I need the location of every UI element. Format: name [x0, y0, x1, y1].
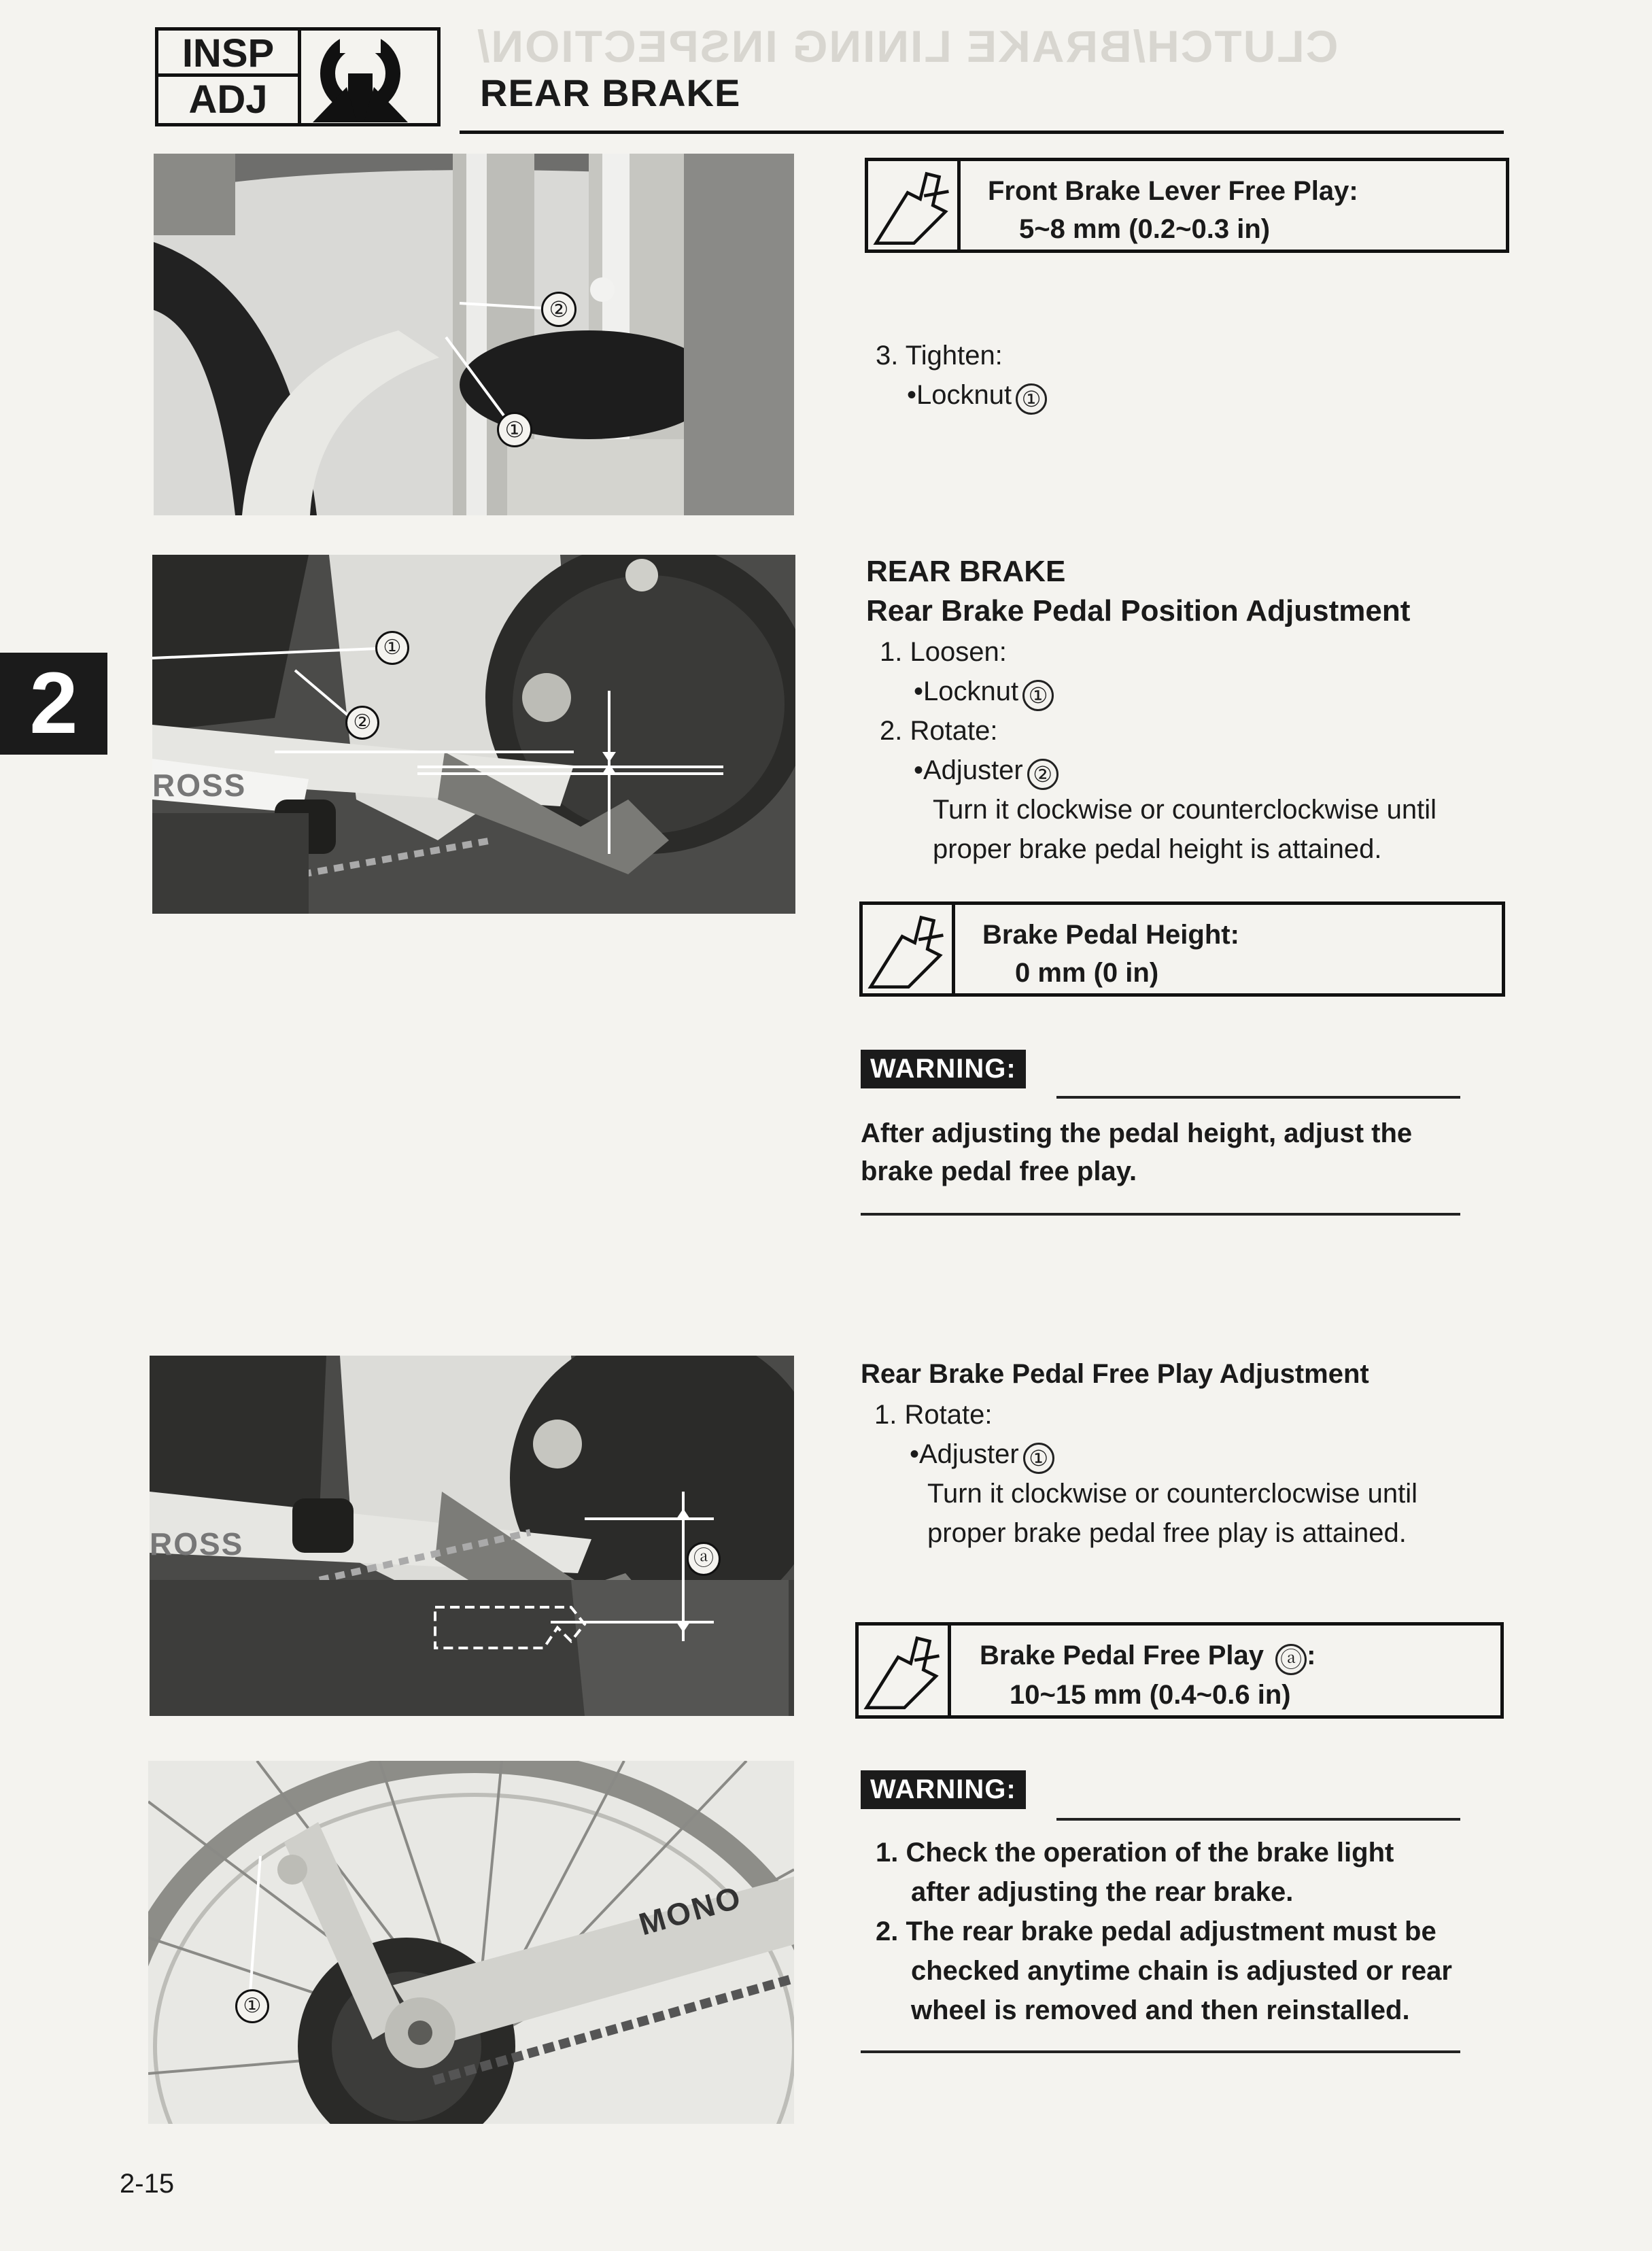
- spec-brake-pedal-height: [859, 901, 1505, 997]
- adj-label: ADJ: [158, 77, 301, 123]
- bleed-through-title: CLUTCH/BRAKE LINING INSPECTION/: [476, 21, 1339, 71]
- callout-adjuster: ②: [345, 706, 379, 740]
- ref-2: ②: [1027, 759, 1059, 790]
- ref-a: ⓐ: [1275, 1644, 1307, 1675]
- step-rotate-desc: Turn it clockwise or counterclockwise until: [933, 795, 1436, 825]
- spec-pedal-free-play: [855, 1622, 1504, 1719]
- photo-rear-wheel: [148, 1761, 794, 2124]
- callout-free-play: ⓐ: [687, 1542, 721, 1576]
- photo-pedal-position: [152, 555, 795, 914]
- page-title: REAR BRAKE: [480, 71, 741, 114]
- insp-label: INSP: [158, 31, 301, 77]
- step-rotate: 2. Rotate:: [880, 716, 998, 746]
- callout-brake-rod: ①: [235, 1989, 269, 2023]
- step-rotate-item: •Adjuster ②: [914, 751, 1059, 790]
- spec-label: Brake Pedal Free Play ⓐ :: [980, 1640, 1315, 1675]
- warning-rule: [861, 2050, 1460, 2053]
- callout-locknut: ①: [375, 631, 409, 665]
- warning-badge: WARNING:: [861, 1050, 1026, 1088]
- spec-value: 5~8 mm (0.2~0.3 in): [1019, 214, 1271, 244]
- warning-badge: WARNING:: [861, 1770, 1026, 1809]
- ref-1: ①: [1022, 680, 1054, 711]
- warning-item: after adjusting the rear brake.: [911, 1877, 1294, 1907]
- warning-item: 2. The rear brake pedal adjustment must be: [876, 1917, 1436, 1946]
- header-rule: [460, 131, 1504, 134]
- step-tighten-item: •Locknut ①: [907, 375, 1047, 415]
- page-number: 2-15: [120, 2169, 175, 2199]
- warning-text: After adjusting the pedal height, adjust the: [861, 1118, 1413, 1148]
- step-rotate-desc: proper brake pedal height is attained.: [933, 834, 1382, 864]
- photo-pedal-free-play: [150, 1356, 794, 1716]
- step-rotate: 1. Rotate:: [874, 1400, 993, 1430]
- warning-rule: [861, 1213, 1460, 1216]
- step-rotate-desc: Turn it clockwise or counterclocwise until: [927, 1479, 1417, 1509]
- swingarm-decal: MONO: [634, 1878, 746, 1942]
- callout-2: ②: [541, 292, 577, 327]
- ref-1: ①: [1023, 1443, 1054, 1474]
- photo-front-brake-lever: [154, 154, 794, 515]
- caliper-icon: [859, 1626, 951, 1715]
- step-tighten: 3. Tighten:: [876, 341, 1003, 371]
- step-rotate-desc: proper brake pedal free play is attained.: [927, 1518, 1407, 1548]
- ref-1: ①: [1016, 383, 1047, 415]
- warning-item: wheel is removed and then reinstalled.: [911, 1995, 1410, 2025]
- wrench-icon: [292, 33, 435, 122]
- warning-text: brake pedal free play.: [861, 1156, 1137, 1186]
- warning-rule: [1056, 1818, 1460, 1821]
- step-rotate-item: •Adjuster ①: [910, 1434, 1054, 1474]
- caliper-icon: [863, 905, 955, 993]
- chapter-tab: 2: [0, 653, 107, 755]
- spec-label: Front Brake Lever Free Play:: [988, 176, 1358, 206]
- spec-label: Brake Pedal Height:: [982, 920, 1239, 950]
- section-heading: REAR BRAKE: [866, 555, 1066, 588]
- frame-decal: ROSS: [150, 1526, 244, 1562]
- subsection-heading: Rear Brake Pedal Free Play Adjustment: [861, 1359, 1369, 1389]
- spec-front-lever-free-play: [865, 158, 1509, 253]
- subsection-heading: Rear Brake Pedal Position Adjustment: [866, 594, 1411, 628]
- warning-rule: [1056, 1096, 1460, 1099]
- warning-item: 1. Check the operation of the brake light: [876, 1838, 1394, 1868]
- step-loosen-item: •Locknut ①: [914, 672, 1054, 711]
- caliper-icon: [868, 161, 961, 250]
- spec-value: 10~15 mm (0.4~0.6 in): [1010, 1680, 1291, 1710]
- step-loosen: 1. Loosen:: [880, 637, 1007, 667]
- spec-value: 0 mm (0 in): [1015, 958, 1159, 988]
- warning-item: checked anytime chain is adjusted or rear: [911, 1956, 1452, 1986]
- frame-decal: ROSS: [152, 768, 247, 803]
- callout-1: ①: [497, 412, 532, 447]
